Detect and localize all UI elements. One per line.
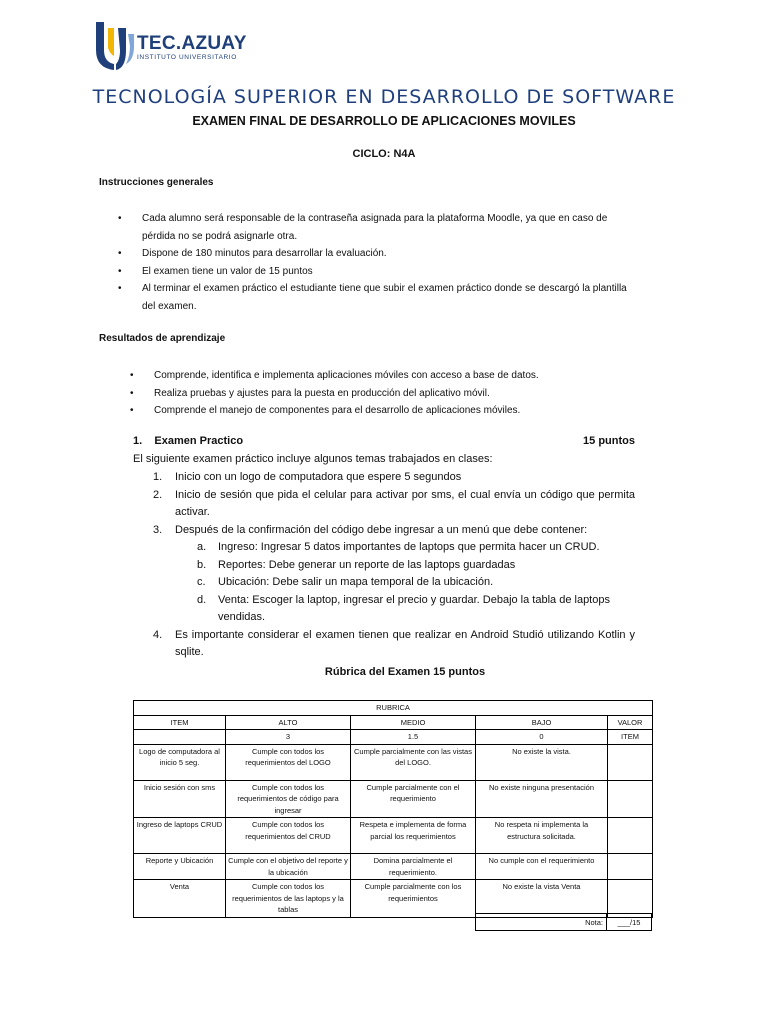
list-item: a. Ingreso: Ingresar 5 datos importantes de laptops que permita hacer un CRUD. (197, 541, 600, 553)
table-cell: Cumple parcialmente con los requerimientos (351, 880, 476, 918)
list-item: c. Ubicación: Debe salir un mapa temporal de la ubicación. (197, 576, 494, 588)
section-header (133, 433, 635, 451)
column-header: ALTO (226, 715, 351, 730)
table-cell: No existe la vista Venta (476, 880, 608, 918)
table-cell: Reporte y Ubicación (134, 854, 226, 880)
table-cell: Inicio sesión con sms (134, 780, 226, 818)
list-item: b. Reportes: Debe generar un reporte de las laptops guardadas (197, 558, 516, 571)
section-points: 15 puntos (583, 435, 635, 447)
table-cell: Cumple con todos los requerimientos del LOGO (226, 744, 351, 780)
column-header: BAJO (476, 715, 608, 730)
grade-value: ___/15 (607, 914, 652, 931)
table-cell: 3 (226, 730, 351, 745)
table-row (476, 914, 652, 931)
table-cell: No respeta ni implementa la estructura solicitada. (476, 818, 608, 854)
table-cell: 1.5 (351, 730, 476, 745)
rubric-table (133, 700, 653, 918)
list-item: 2. Inicio de sesión que pida el celular para activar por sms, el cual envía un código que permita activar. (153, 488, 635, 518)
table-row (134, 744, 653, 780)
logo-text: TEC.AZUAY (137, 33, 247, 54)
table-cell: Venta (134, 880, 226, 918)
table-cell (134, 730, 226, 745)
list-item: • Cada alumno será responsable de la contraseña asignada para la plataforma Moodle, ya que en caso de pérdida no se podrá asignarle otra. (118, 213, 608, 242)
column-header: ITEM (134, 715, 226, 730)
list-item: 4. Es importante considerar el examen tienen que realizar en Android Studió utilizando Kotlin y sqlite. (153, 628, 635, 658)
table-cell: Domina parcialmente el requerimiento. (351, 854, 476, 880)
table-cell: Cumple con el objetivo del reporte y la ubicación (226, 854, 351, 880)
instructions-list (118, 210, 632, 315)
table-row (134, 730, 653, 745)
logo-subtext: INSTITUTO UNIVERSITARIO (137, 54, 237, 61)
table-row (134, 854, 653, 880)
steps-list (153, 469, 635, 662)
list-item: d. Venta: Escoger la laptop, ingresar el precio y guardar. Debajo la tabla de laptops vendidas. (197, 593, 610, 623)
table-row (134, 715, 653, 730)
logo-emblem-icon (94, 20, 138, 72)
section-title: Examen Practico (154, 435, 244, 447)
table-cell: 0 (476, 730, 608, 745)
table-row (134, 701, 653, 716)
table-cell: Ingreso de laptops CRUD (134, 818, 226, 854)
cycle-label: CICLO: N4A (352, 148, 416, 160)
list-item: 3. Después de la confirmación del código debe ingresar a un menú que debe contener: (153, 523, 588, 536)
outcomes-list (130, 367, 644, 420)
substeps-list (153, 539, 635, 627)
table-cell: Cumple parcialmente con el requerimiento (351, 780, 476, 818)
table-row (134, 780, 653, 818)
column-header: VALOR (608, 715, 653, 730)
table-row (134, 818, 653, 854)
table-cell (608, 780, 653, 818)
table-title: RUBRICA (134, 701, 653, 716)
list-item: • Realiza pruebas y ajustes para la puesta en producción del aplicativo móvil. (130, 387, 490, 399)
list-item: • Comprende el manejo de componentes para el desarrollo de aplicaciones móviles. (130, 405, 521, 416)
rubric-heading: Rúbrica del Examen 15 puntos (324, 666, 486, 678)
list-item: • El examen tiene un valor de 15 puntos (118, 265, 313, 277)
list-item: • Dispone de 180 minutos para desarrollar la evaluación. (118, 248, 387, 259)
list-item: 1. Inicio con un logo de computadora que espere 5 segundos (153, 471, 462, 483)
table-cell: Respeta e implementa de forma parcial los requerimientos (351, 818, 476, 854)
list-item: • Comprende, identifica e implementa aplicaciones móviles con acceso a base de datos. (130, 370, 539, 381)
table-cell: No cumple con el requerimiento (476, 854, 608, 880)
table-cell (608, 744, 653, 780)
table-cell: Cumple con todos los requerimientos de las laptops y la tablas (226, 880, 351, 918)
program-title: TECNOLOGÍA SUPERIOR EN DESARROLLO DE SOFTWARE (92, 86, 676, 108)
table-cell: No existe la vista. (476, 744, 608, 780)
grade-label: Nota: (476, 914, 607, 931)
table-cell: Cumple con todos los requerimientos del CRUD (226, 818, 351, 854)
table-cell: Cumple parcialmente con las vistas del LOGO. (351, 744, 476, 780)
table-cell: No existe ninguna presentación (476, 780, 608, 818)
table-cell: ITEM (608, 730, 653, 745)
list-item: • Al terminar el examen práctico el estudiante tiene que subir el examen práctico donde se descargó la plantilla del examen. (118, 283, 627, 312)
section-intro: El siguiente examen práctico incluye algunos temas trabajados en clases: (133, 453, 493, 465)
outcomes-heading: Resultados de aprendizaje (99, 333, 226, 344)
table-cell (608, 880, 653, 918)
instructions-heading: Instrucciones generales (99, 177, 214, 188)
grade-table (475, 913, 652, 931)
table-cell: Logo de computadora al inicio 5 seg. (134, 744, 226, 780)
exam-title: EXAMEN FINAL DE DESARROLLO DE APLICACIONES MOVILES (192, 114, 576, 128)
table-cell: Cumple con todos los requerimientos de código para ingresar (226, 780, 351, 818)
column-header: MEDIO (351, 715, 476, 730)
section-number: 1. (133, 435, 143, 447)
table-row (134, 880, 653, 918)
table-cell (608, 818, 653, 854)
table-cell (608, 854, 653, 880)
